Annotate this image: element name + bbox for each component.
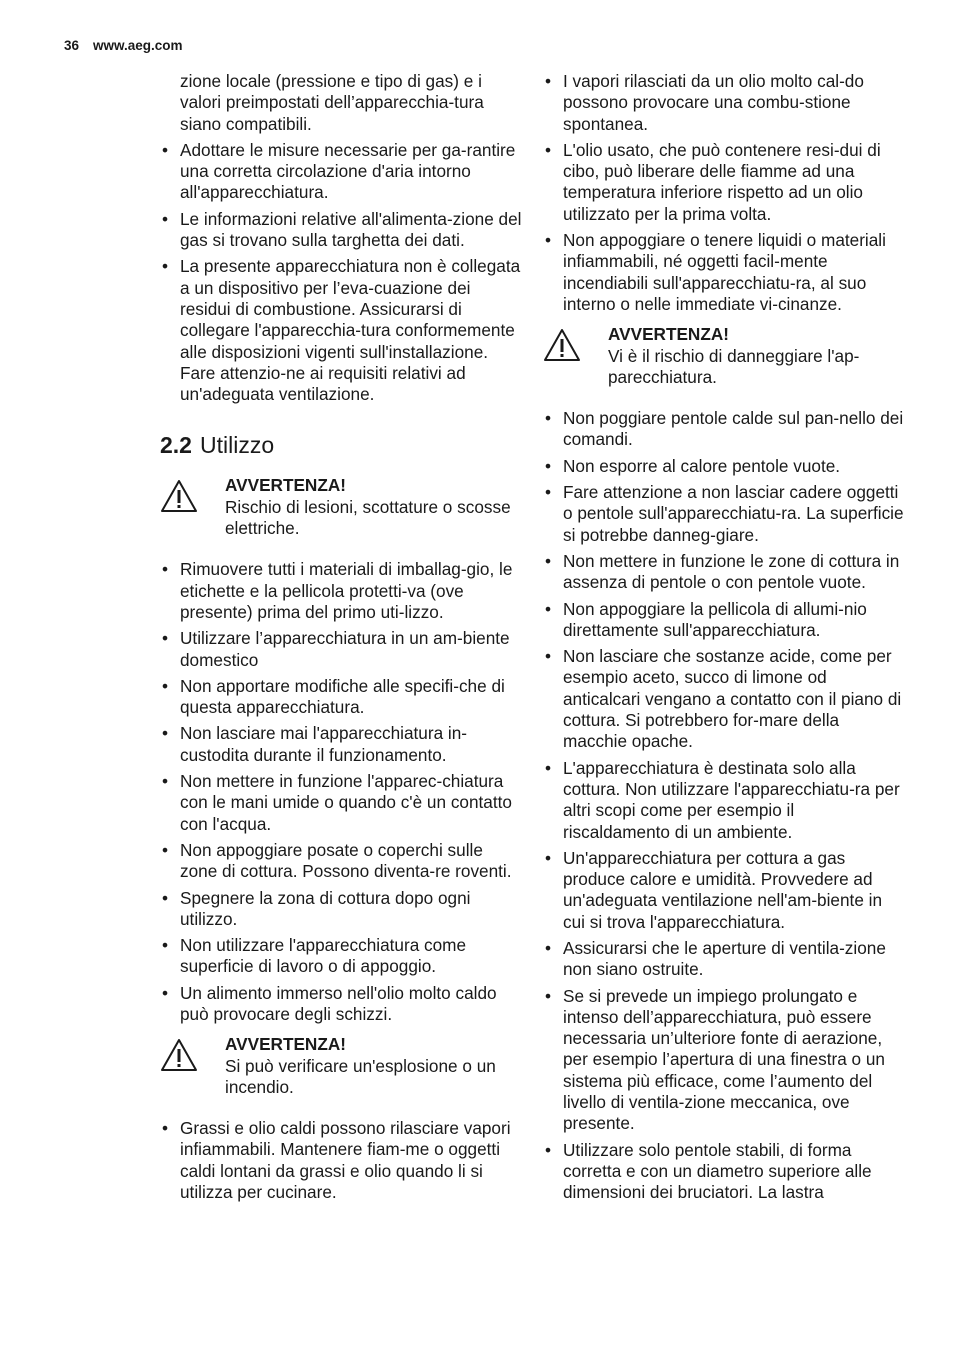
list-item: • Non mettere in funzione l'apparec-chiatura con le mani umide o quando c'è un contatto con l'acqua. [160, 771, 522, 835]
list-item: • Non lasciare che sostanze acide, come per esempio aceto, succo di limone od anticalcari vengano a contatto con il piano di cottura. Si potrebbero for-mare della macchie opache. [543, 646, 905, 752]
list-item: • I vapori rilasciati da un olio molto cal-do possono provocare una combu-stione spontanea. [543, 71, 905, 135]
list-item: • Utilizzare solo pentole stabili, di forma corretta e con un diametro superiore alle dimensioni dei bruciatori. La lastra [543, 1140, 905, 1204]
left-column [160, 71, 522, 1208]
list-item: • Spegnere la zona di cottura dopo ogni utilizzo. [160, 888, 522, 931]
right-column [543, 71, 905, 1209]
list-item: • La presente apparecchiatura non è collegata a un dispositivo per l’eva-cuazione dei residui di combustione. Assicurarsi di collegare l'apparecchia-tura conformemente alle disposizioni vigenti sull'installazione. Fare attenzio-ne ai requisiti relativi ad un'adeguata ventilazione. [160, 256, 522, 405]
list-item: • Le informazioni relative all'alimenta-zione del gas si trovano sulla targhetta dei dati. [160, 209, 522, 252]
list-item: • Non lasciare mai l'apparecchiatura in-custodita durante il funzionamento. [160, 723, 522, 766]
list-item: • Non utilizzare l'apparecchiatura come superficie di lavoro o di appoggio. [160, 935, 522, 978]
list-item: • Non esporre al calore pentole vuote. [543, 456, 905, 477]
warning-icon [543, 328, 581, 362]
list-item: • Non appoggiare la pellicola di allumi-nio direttamente sull'apparecchiatura. [543, 599, 905, 642]
list-item: • Un'apparecchiatura per cottura a gas produce calore e umidità. Provvedere ad un'adeguata ventilazione nell'am-biente in cui si trova l'apparecchiatura. [543, 848, 905, 933]
list-item: • Un alimento immerso nell'olio molto caldo può provocare degli schizzi. [160, 983, 522, 1026]
list-item: • Non appoggiare o tenere liquidi o materiali infiammabili, né oggetti facil-mente incendiabili sull'apparecchiatu-ra, al suo interno o nelle immediate vi-cinanze. [543, 230, 905, 315]
list-item: • Rimuovere tutti i materiali di imballag-gio, le etichette e la pellicola protetti-va (ove presente) prima del primo uti-lizzo. [160, 559, 522, 623]
warning-title: AVVERTENZA! [225, 1034, 346, 1055]
bullet-list [160, 559, 522, 1025]
warning-text: Rischio di lesioni, scottature o scosse elettriche. [225, 496, 511, 539]
section-title: Utilizzo [199, 432, 275, 459]
warning-box [543, 324, 905, 388]
list-item: • Assicurarsi che le aperture di ventila-zione non siano ostruite. [543, 938, 905, 981]
bullet-list [160, 1118, 522, 1203]
warning-title: AVVERTENZA! [225, 475, 346, 496]
list-item: • Non appoggiare posate o coperchi sulle zone di cottura. Possono diventa-re roventi. [160, 840, 522, 883]
bullet-list [160, 140, 522, 406]
warning-text: Si può verificare un'esplosione o un incendio. [225, 1055, 496, 1097]
list-item: • Adottare le misure necessarie per ga-rantire una corretta circolazione d'aria intorno all'apparecchiatura. [160, 140, 522, 204]
bullet-list [543, 408, 905, 1203]
list-item: • Fare attenzione a non lasciar cadere oggetti o pentole sull'apparecchiatu-ra. La superficie si potrebbe danneg-giare. [543, 482, 905, 546]
section-heading [160, 431, 522, 459]
warning-text: Vi è il rischio di danneggiare l'ap-parecchiatura. [608, 345, 860, 387]
warning-icon [160, 479, 198, 513]
continuation-text: zione locale (pressione e tipo di gas) e i valori preimpostati dell’apparecchia-tura siano compatibili. [180, 71, 484, 134]
warning-title: AVVERTENZA! [608, 324, 729, 345]
list-item: • Non apportare modifiche alle specifi-che di questa apparecchiatura. [160, 676, 522, 719]
list-item: • Grassi e olio caldi possono rilasciare vapori infiammabili. Mantenere fiam-me o oggetti caldi lontani da grassi e olio quando li si utilizza per cucinare. [160, 1118, 522, 1203]
page-header [64, 38, 183, 53]
warning-icon [160, 1038, 198, 1072]
page-number: 36 [64, 38, 80, 53]
list-item: • Non poggiare pentole calde sul pan-nello dei comandi. [543, 408, 905, 451]
section-number: 2.2 [160, 432, 192, 459]
warning-box [160, 475, 522, 539]
warning-box [160, 1034, 522, 1098]
list-item: • L'olio usato, che può contenere resi-dui di cibo, può liberare delle fiamme ad una temperatura inferiore rispetto ad un olio utilizzato per la prima volta. [543, 140, 905, 225]
list-item: • Se si prevede un impiego prolungato e intenso dell’apparecchiatura, può essere necessaria un’ulteriore fonte di aerazione, per esempio l’apertura di una finestra o un sistema più efficace, come l’aumento del livello di ventila-zione meccanica, ove presente. [543, 986, 905, 1135]
list-item: • Utilizzare l’apparecchiatura in un am-biente domestico [160, 628, 522, 671]
bullet-list [543, 71, 905, 315]
list-item: • L'apparecchiatura è destinata solo alla cottura. Non utilizzare l'apparecchiatu-ra per altri scopi come per esempio il riscaldamento di un ambiente. [543, 758, 905, 843]
list-item: • Non mettere in funzione le zone di cottura in assenza di pentole o con pentole vuote. [543, 551, 905, 594]
website-link[interactable]: www.aeg.com [93, 38, 183, 53]
